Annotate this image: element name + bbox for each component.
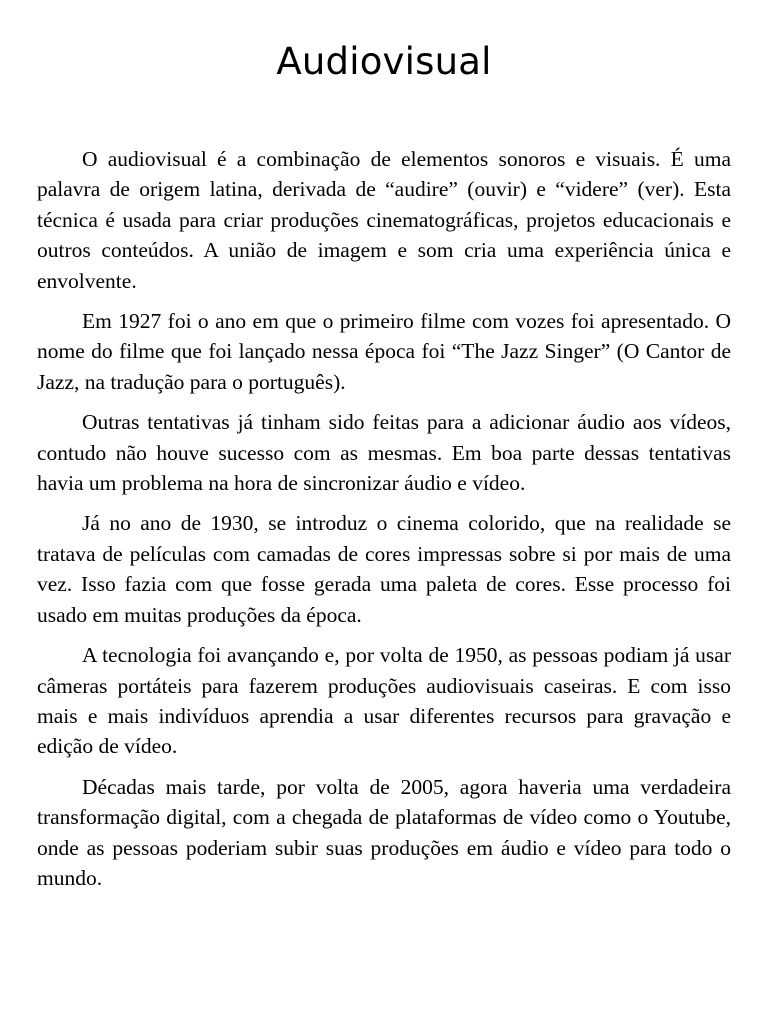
paragraph-5: A tecnologia foi avançando e, por volta de 1950, as pessoas podiam já usar câmeras portáteis para fazerem produções audiovisuais caseiras. E com isso mais e mais indivíduos aprendia a usar diferentes recursos para gravação e edição de vídeo. xyxy=(37,643,731,759)
paragraph-4: Já no ano de 1930, se introduz o cinema colorido, que na realidade se tratava de películas com camadas de cores impressas sobre si por mais de uma vez. Isso fazia com que fosse gerada uma paleta de cores. Esse processo foi usado em muitas produções da época. xyxy=(37,511,731,627)
page-title: Audiovisual xyxy=(276,40,492,83)
paragraph-2: Em 1927 foi o ano em que o primeiro filme com vozes foi apresentado. O nome do filme que foi lançado nessa época foi “The Jazz Singer” (O Cantor de Jazz, na tradução para o português). xyxy=(37,309,731,394)
paragraph-1: O audiovisual é a combinação de elementos sonoros e visuais. É uma palavra de origem latina, derivada de “audire” (ouvir) e “videre” (ver). Esta técnica é usada para criar produções cinematográficas, projetos educacionais e outros conteúdos. A união de imagem e som cria uma experiência única e envolvente. xyxy=(37,147,731,293)
document-body xyxy=(37,144,731,903)
paragraph-6: Décadas mais tarde, por volta de 2005, agora haveria uma verdadeira transformação digital, com a chegada de plataformas de vídeo como o Youtube, onde as pessoas poderiam subir suas produções em áudio e vídeo para todo o mundo. xyxy=(37,774,731,890)
paragraph-3: Outras tentativas já tinham sido feitas para a adicionar áudio aos vídeos, contudo não houve sucesso com as mesmas. Em boa parte dessas tentativas havia um problema na hora de sincronizar áudio e vídeo. xyxy=(37,410,731,496)
